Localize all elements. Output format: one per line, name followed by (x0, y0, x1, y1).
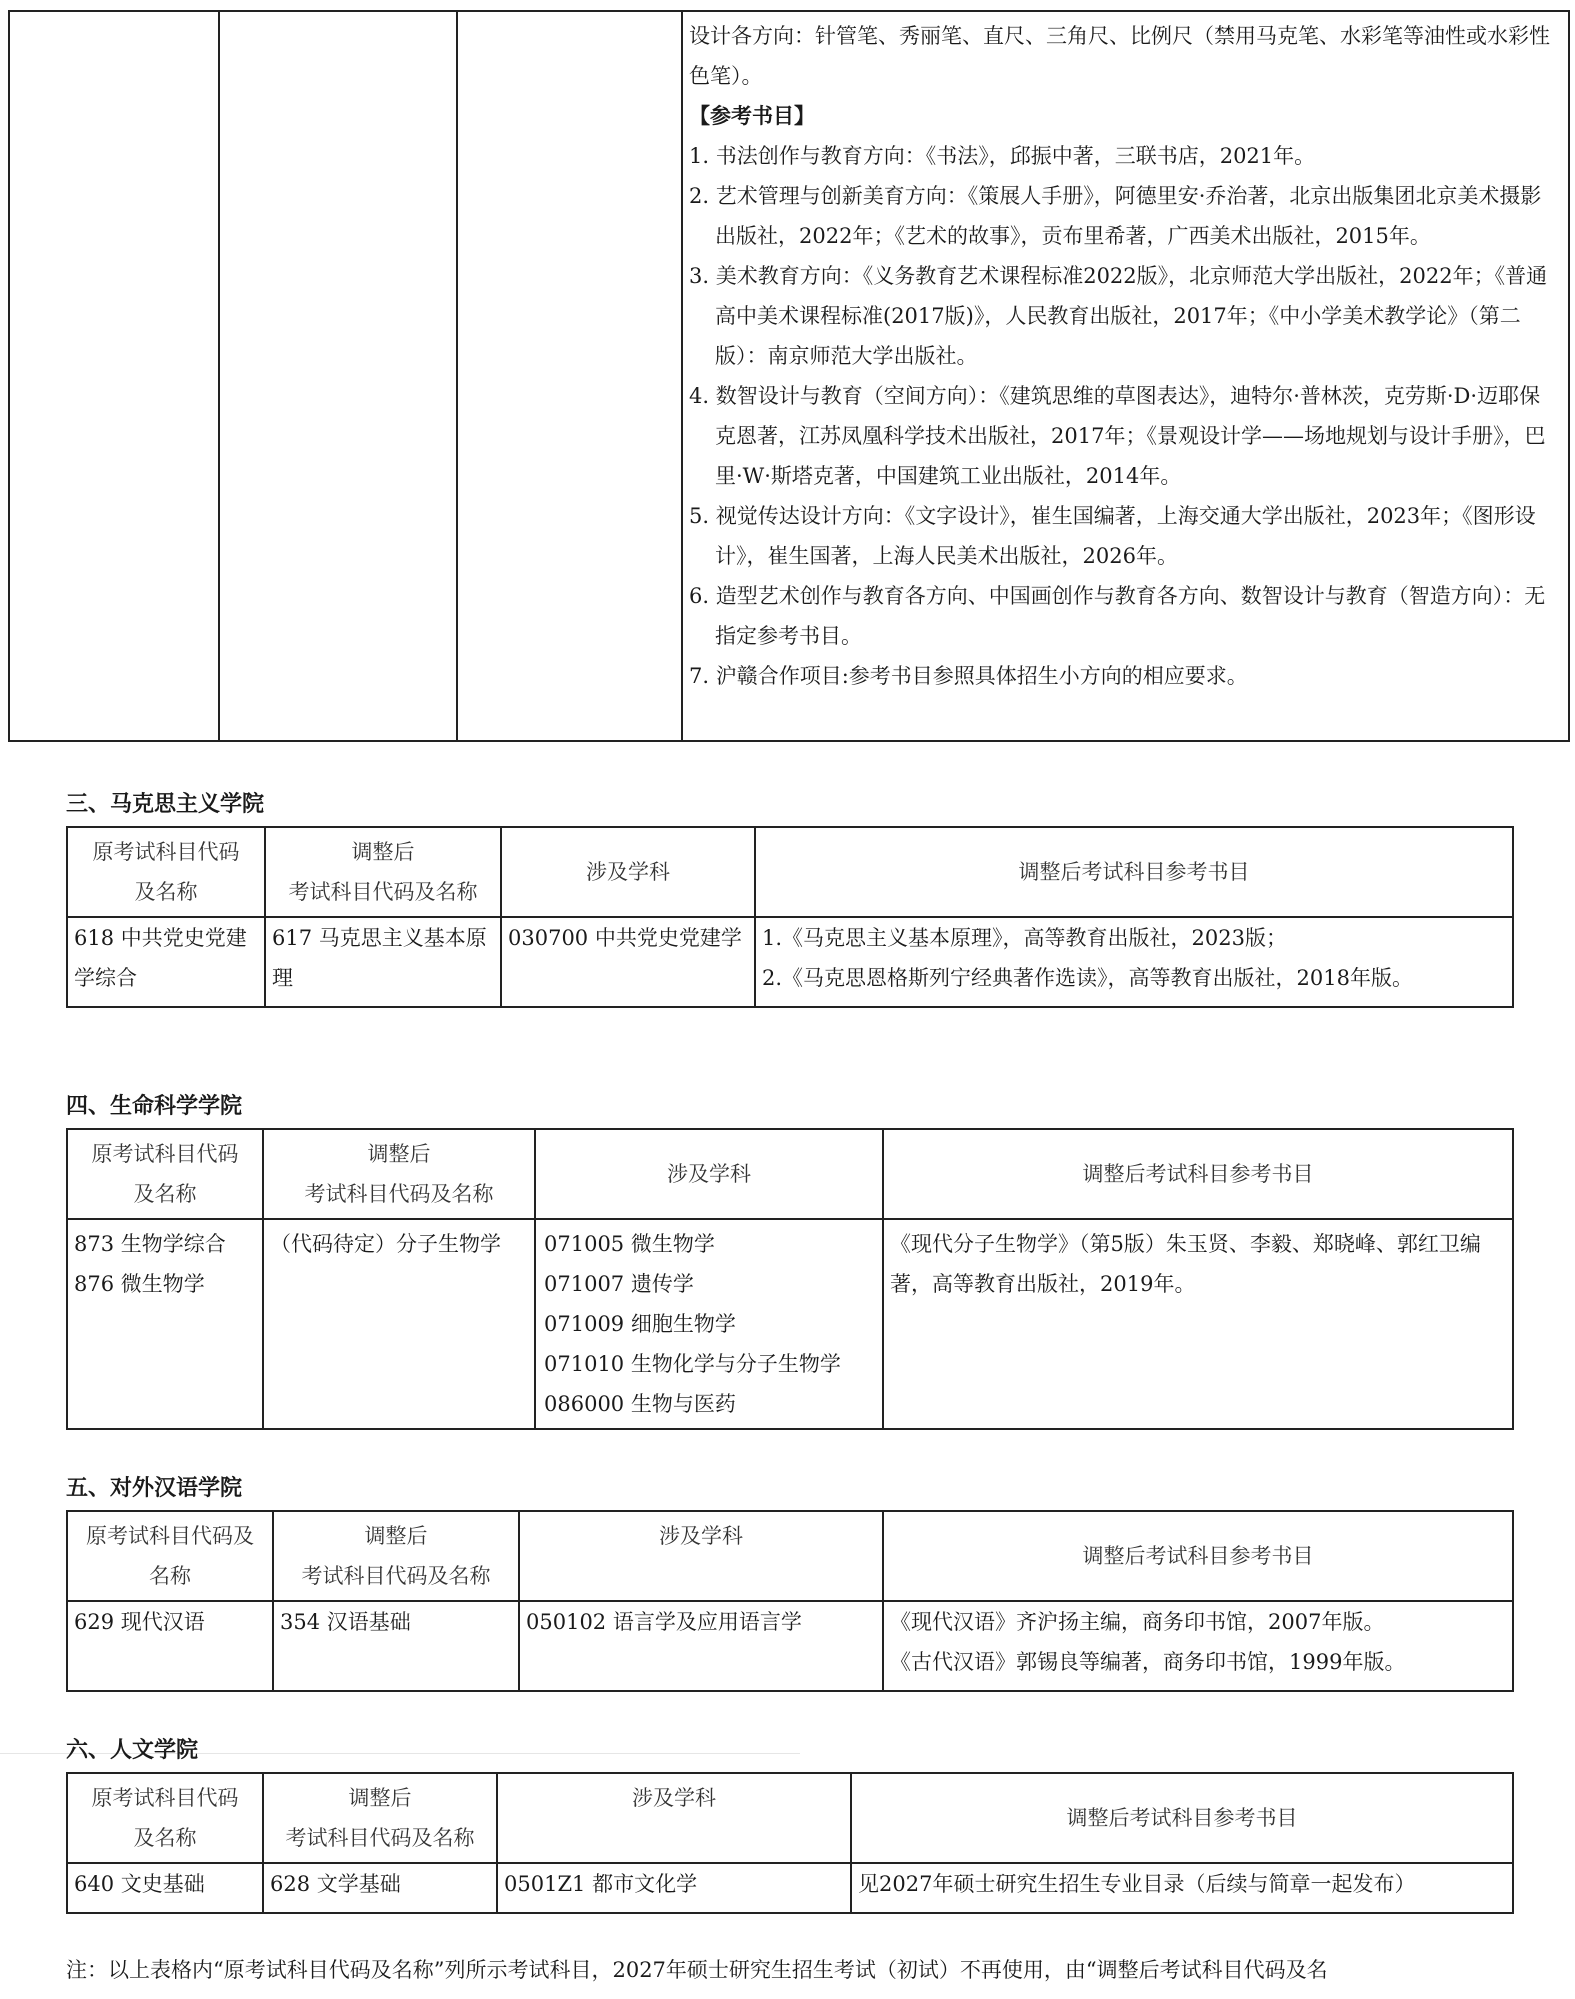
cell-books: 《现代分子生物学》（第5版）朱玉贤、李毅、郑晓峰、郭红卫编著，高等教育出版社，2019年。 (883, 1219, 1513, 1429)
cell-original: 873 生物学综合 876 微生物学 (67, 1219, 263, 1429)
section-title: 四、生命科学学院 (66, 1094, 243, 1119)
header-adjusted: 调整后 考试科目代码及名称 (265, 827, 501, 917)
section-table (66, 1128, 1514, 1430)
top-line: 4. 数智设计与教育（空间方向）：《建筑思维的草图表达》，迪特尔·普林茨，克劳斯·D·迈耶保克恩著，江苏凤凰科学技术出版社，2017年；《景观设计学——场地规划与设计手册》，巴里·W·斯塔克著，中国建筑工业出版社，2014年。 (689, 384, 1546, 488)
cell-disciplines: 050102 语言学及应用语言学 (519, 1601, 883, 1691)
section-title: 三、马克思主义学院 (66, 792, 265, 817)
section-table (66, 1772, 1514, 1914)
cell-books: 见2027年硕士研究生招生专业目录（后续与简章一起发布） (851, 1863, 1513, 1913)
top-line: 6. 造型艺术创作与教育各方向、中国画创作与教育各方向、数智设计与教育（智造方向）：无指定参考书目。 (689, 584, 1546, 648)
cell-adjusted: （代码待定）分子生物学 (263, 1219, 535, 1429)
section-title: 五、对外汉语学院 (66, 1476, 243, 1501)
top-table-cell-2 (219, 11, 457, 741)
cell-original: 640 文史基础 (67, 1863, 263, 1913)
cell-disciplines: 071005 微生物学 071007 遗传学 071009 细胞生物学 071010 生物化学与分子生物学 086000 生物与医药 (535, 1219, 883, 1429)
top-line: 2. 艺术管理与创新美育方向：《策展人手册》，阿德里安·乔治著，北京出版集团北京美术摄影出版社，2022年；《艺术的故事》，贡布里希著，广西美术出版社，2015年。 (689, 184, 1542, 248)
header-original: 原考试科目代码及 名称 (67, 1511, 273, 1601)
header-books: 调整后考试科目参考书目 (755, 827, 1513, 917)
footnote: 注：以上表格内“原考试科目代码及名称”列所示考试科目，2027年硕士研究生招生考试（初试）不再使用，由“调整后考试科目代码及名 (66, 1958, 1328, 1982)
header-original: 原考试科目代码 及名称 (67, 827, 265, 917)
section-table (66, 826, 1514, 1008)
top-line: 5. 视觉传达设计方向：《文字设计》，崔生国编著，上海交通大学出版社，2023年；《图形设计》，崔生国著，上海人民美术出版社，2026年。 (689, 504, 1536, 568)
top-line: 7. 沪赣合作项目:参考书目参照具体招生小方向的相应要求。 (689, 664, 1248, 688)
section-table (66, 1510, 1514, 1692)
cell-books: 《现代汉语》齐沪扬主编，商务印书馆，2007年版。 《古代汉语》郭锡良等编著，商务印书馆，1999年版。 (883, 1601, 1513, 1691)
header-original: 原考试科目代码 及名称 (67, 1129, 263, 1219)
header-adjusted: 调整后 考试科目代码及名称 (263, 1773, 497, 1863)
cell-disciplines: 030700 中共党史党建学 (501, 917, 755, 1007)
top-line: 3. 美术教育方向：《义务教育艺术课程标准2022版》，北京师范大学出版社，2022年；《普通高中美术课程标准(2017版)》，人民教育出版社，2017年；《中小学美术教学论》（第二版）：南京师范大学出版社。 (689, 264, 1548, 368)
top-table-cell-3 (457, 11, 682, 741)
header-books: 调整后考试科目参考书目 (851, 1773, 1513, 1863)
header-adjusted: 调整后 考试科目代码及名称 (263, 1129, 535, 1219)
cell-disciplines: 0501Z1 都市文化学 (497, 1863, 851, 1913)
header-disciplines: 涉及学科 (519, 1511, 883, 1601)
cell-adjusted: 628 文学基础 (263, 1863, 497, 1913)
top-table-books-cell (682, 11, 1569, 741)
cell-books: 1.《马克思主义基本原理》，高等教育出版社，2023版； 2.《马克思恩格斯列宁经典著作选读》，高等教育出版社，2018年版。 (755, 917, 1513, 1007)
top-line: 设计各方向：针管笔、秀丽笔、直尺、三角尺、比例尺（禁用马克笔、水彩笔等油性或水彩性色笔）。 (689, 24, 1550, 88)
cell-adjusted: 354 汉语基础 (273, 1601, 519, 1691)
header-disciplines: 涉及学科 (497, 1773, 851, 1863)
header-books: 调整后考试科目参考书目 (883, 1511, 1513, 1601)
cell-adjusted: 617 马克思主义基本原理 (265, 917, 501, 1007)
top-table-cell-1 (9, 11, 219, 741)
header-disciplines: 涉及学科 (535, 1129, 883, 1219)
header-original: 原考试科目代码 及名称 (67, 1773, 263, 1863)
header-adjusted: 调整后 考试科目代码及名称 (273, 1511, 519, 1601)
section-title: 六、人文学院 (66, 1738, 199, 1763)
header-disciplines: 涉及学科 (501, 827, 755, 917)
top-line: 【参考书目】 (689, 103, 815, 128)
cell-original: 618 中共党史党建学综合 (67, 917, 265, 1007)
header-books: 调整后考试科目参考书目 (883, 1129, 1513, 1219)
top-table (8, 10, 1570, 742)
cell-original: 629 现代汉语 (67, 1601, 273, 1691)
top-line: 1. 书法创作与教育方向：《书法》，邱振中著，三联书店，2021年。 (689, 144, 1316, 168)
